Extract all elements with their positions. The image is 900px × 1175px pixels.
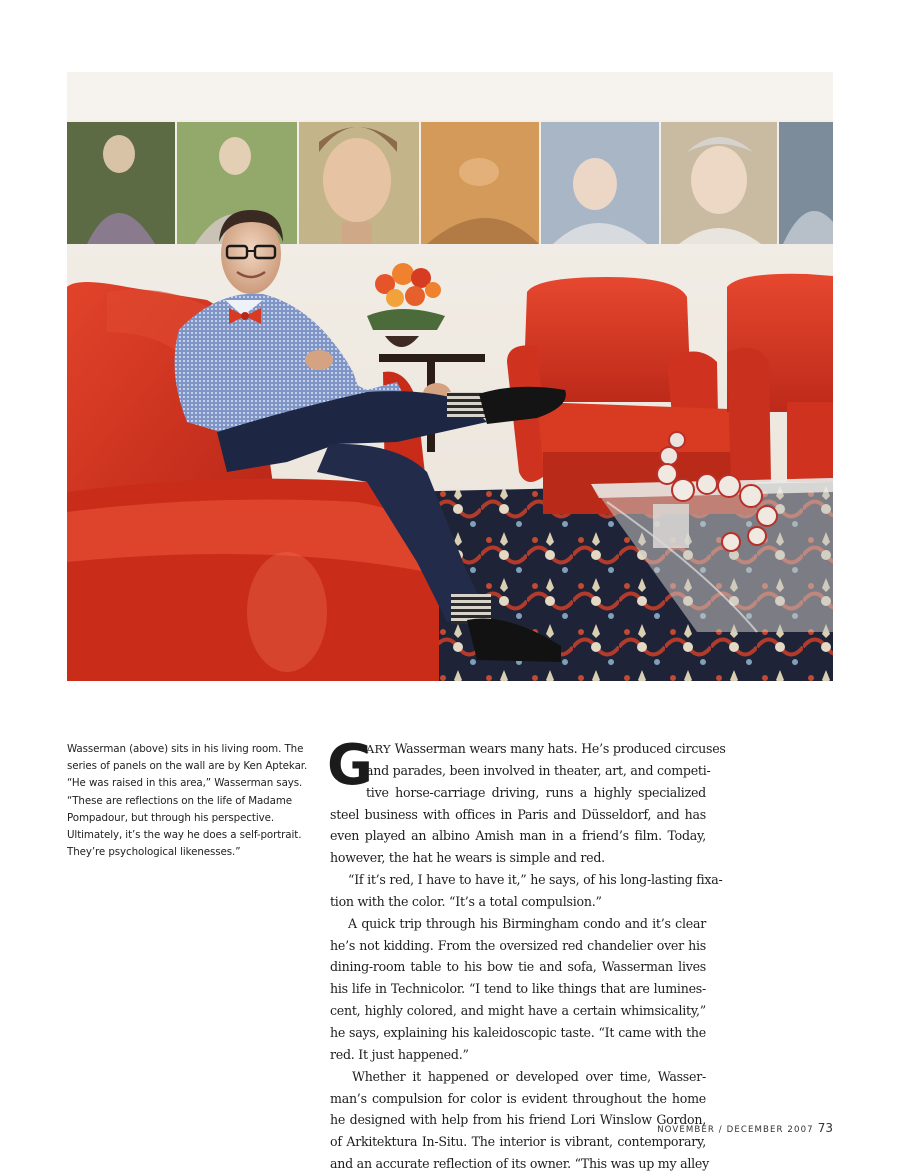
article-line: steel business with offices in Paris and Düsseldorf, and has (330, 806, 706, 822)
article-line: red. It just happened.” (330, 1046, 469, 1062)
article-body (327, 733, 726, 1175)
article-line: Whether it happened or developed over time, Wasser- (352, 1068, 706, 1084)
article-line: even played an albino Amish man in a friend’s film. Today, (330, 828, 706, 844)
page-footer (657, 1117, 833, 1136)
caption-line: “He was raised in this area,” Wasserman says. (67, 777, 303, 790)
caption-line: “These are reflections on the life of Madame (67, 794, 292, 807)
page-number: 73 (817, 1121, 833, 1135)
photo-caption (67, 741, 312, 861)
art-panels (67, 122, 833, 244)
article-line (330, 738, 726, 760)
lead-line-text: Wasserman wears many hats. He’s produced circuses (390, 741, 726, 756)
article-line: tive horse-carriage driving, runs a highly specialized (366, 784, 706, 800)
article-line: and an accurate reflection of its owner. “This was up my alley (330, 1156, 709, 1172)
article-line: of Arkitektura In-Situ. The interior is vibrant, contemporary, (330, 1134, 706, 1150)
article-line: and parades, been involved in theater, art, and competi- (366, 762, 711, 778)
caption-line: Pompadour, but through his perspective. (67, 811, 274, 824)
caption-line: Ultimately, it’s the way he does a self-portrait. (67, 829, 302, 842)
article-line: he’s not kidding. From the oversized red chandelier over his (330, 937, 706, 953)
article-line: tion with the color. “It’s a total compulsion.” (330, 893, 602, 909)
article-line: however, the hat he wears is simple and red. (330, 850, 605, 866)
article-line: A quick trip through his Birmingham condo and it’s clear (348, 915, 706, 931)
living-room-photo (67, 72, 833, 681)
caption-line: series of panels on the wall are by Ken Aptekar. (67, 760, 308, 773)
caption-line: They’re psychological likenesses.” (67, 846, 241, 859)
issue-date: NOVEMBER / DECEMBER 2007 (657, 1125, 814, 1135)
article-line: cent, highly colored, and might have a certain whimsicality,” (330, 1003, 706, 1019)
article-line: man’s compulsion for color is evident throughout the home (330, 1090, 706, 1106)
article-line: “If it’s red, I have to have it,” he says, of his long-lasting fixa- (348, 872, 723, 888)
article-line: he says, explaining his kaleidoscopic taste. “It came with the (330, 1024, 706, 1040)
article-line: his life in Technicolor. “I tend to like things that are lumines- (330, 981, 706, 997)
caption-line: Wasserman (above) sits in his living room. The (67, 743, 304, 755)
lead-smallcaps: ARY (366, 742, 391, 756)
article-line: dining-room table to his bow tie and sofa, Wasserman lives (330, 959, 706, 975)
drop-cap: G (327, 733, 373, 798)
article-line: he designed with help from his friend Lori Winslow Gordon, (330, 1112, 706, 1128)
